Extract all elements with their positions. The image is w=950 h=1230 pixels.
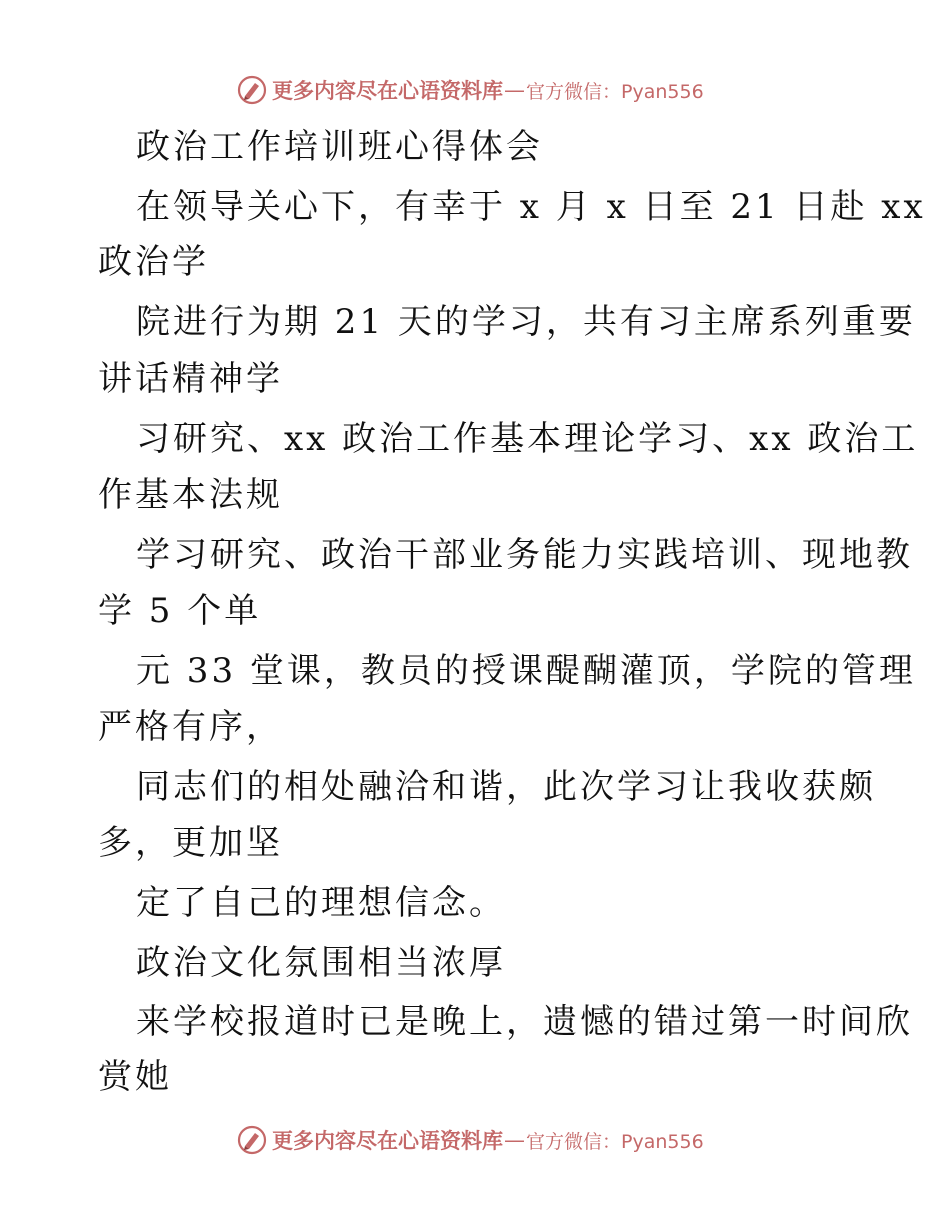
text-line: 作基本法规 bbox=[98, 475, 283, 515]
text-line: 学 5 个单 bbox=[98, 591, 262, 631]
banner-main-text: 更多内容尽在心语资料库 bbox=[272, 1128, 503, 1153]
text-line: 定了自己的理想信念。 bbox=[136, 883, 506, 923]
banner-main-text: 更多内容尽在心语资料库 bbox=[272, 78, 503, 103]
text-line: 院进行为期 21 天的学习，共有习主席系列重要 bbox=[136, 302, 916, 342]
text-line: 多，更加坚 bbox=[98, 823, 283, 863]
text-line: 学习研究、政治干部业务能力实践培训、现地教 bbox=[136, 535, 913, 575]
header-banner bbox=[236, 71, 756, 109]
text-line: 政治学 bbox=[98, 242, 209, 282]
banner-dash: — bbox=[504, 78, 525, 102]
banner-dash: — bbox=[504, 1128, 525, 1152]
text-line: 元 33 堂课，教员的授课醍醐灌顶，学院的管理 bbox=[136, 651, 916, 691]
text-line: 严格有序， bbox=[98, 707, 283, 747]
text-line: 赏她 bbox=[98, 1057, 172, 1097]
banner-wechat-text: 官方微信：Pyan556 bbox=[526, 80, 704, 103]
text-line: 来学校报道时已是晚上，遗憾的错过第一时间欣 bbox=[136, 1002, 913, 1042]
banner-wechat-text: 官方微信：Pyan556 bbox=[526, 1130, 704, 1153]
pen-logo-icon bbox=[236, 1124, 268, 1156]
footer-banner bbox=[236, 1121, 756, 1159]
text-line: 习研究、xx 政治工作基本理论学习、xx 政治工 bbox=[136, 419, 919, 459]
text-line: 同志们的相处融洽和谐，此次学习让我收获颇 bbox=[136, 767, 876, 807]
document-title: 政治工作培训班心得体会 bbox=[136, 127, 543, 167]
text-line: 讲话精神学 bbox=[98, 359, 283, 399]
section-heading: 政治文化氛围相当浓厚 bbox=[136, 943, 506, 983]
text-line: 在领导关心下，有幸于 x 月 x 日至 21 日赴 xx bbox=[136, 187, 926, 227]
pen-logo-icon bbox=[236, 74, 268, 106]
